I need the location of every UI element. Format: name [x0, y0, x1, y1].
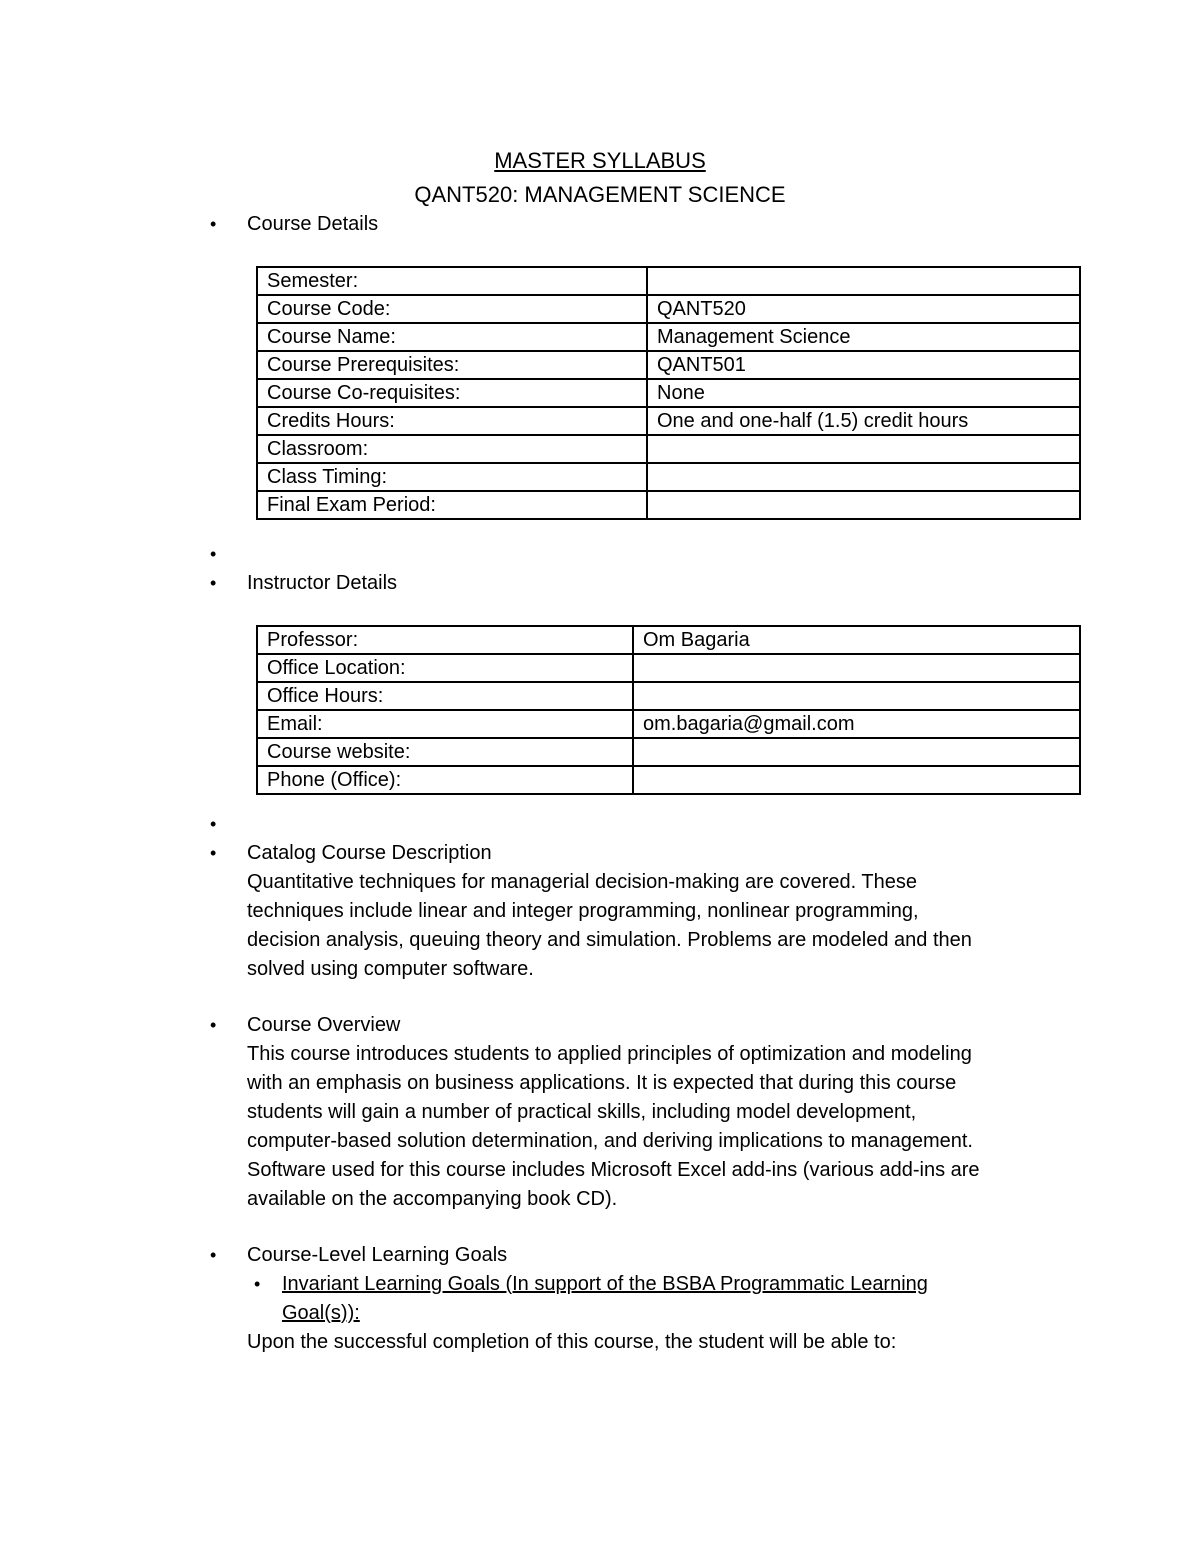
field-value [633, 654, 1080, 682]
overview-line: with an emphasis on business applications. It is expected that during this course [247, 1072, 957, 1094]
field-value: QANT501 [647, 351, 1080, 379]
instructor-detail-row [257, 766, 1080, 794]
bullet: • [210, 814, 217, 834]
field-label: Professor: [257, 626, 633, 654]
field-label: Course Co-requisites: [257, 379, 647, 407]
bullet: • [210, 573, 217, 593]
course-detail-row [257, 323, 1080, 351]
bullet: • [210, 1245, 217, 1265]
goals-heading: Course-Level Learning Goals [247, 1244, 508, 1266]
overview-heading: Course Overview [247, 1014, 401, 1036]
overview-line: available on the accompanying book CD). [247, 1188, 618, 1210]
sub-bullet: • [254, 1274, 261, 1294]
catalog-section [247, 839, 1057, 984]
field-label: Final Exam Period: [257, 491, 647, 519]
field-label: Office Hours: [257, 682, 633, 710]
field-value [633, 738, 1080, 766]
field-label: Course Code: [257, 295, 647, 323]
course-detail-row [257, 351, 1080, 379]
field-value: None [647, 379, 1080, 407]
overview-section [247, 1011, 1077, 1214]
instructor-detail-row [257, 710, 1080, 738]
course-detail-row [257, 435, 1080, 463]
document-title: MASTER SYLLABUS [494, 148, 706, 173]
field-label: Course Prerequisites: [257, 351, 647, 379]
field-value [633, 766, 1080, 794]
catalog-line: Quantitative techniques for managerial decision-making are covered. These [247, 871, 917, 893]
field-value [647, 463, 1080, 491]
invariant-goals-heading-cont: Goal(s)): [282, 1302, 360, 1324]
bullet: • [210, 1015, 217, 1035]
course-details-table [256, 266, 1081, 520]
course-detail-row [257, 267, 1080, 295]
instructor-details-heading: Instructor Details [247, 572, 398, 594]
instructor-detail-row [257, 626, 1080, 654]
field-value: One and one-half (1.5) credit hours [647, 407, 1080, 435]
field-label: Class Timing: [257, 463, 647, 491]
field-label: Phone (Office): [257, 766, 633, 794]
field-label: Course website: [257, 738, 633, 766]
overview-line: This course introduces students to applied principles of optimization and modeling [247, 1043, 972, 1065]
bullet: • [210, 843, 217, 863]
course-detail-row [257, 463, 1080, 491]
field-value: om.bagaria@gmail.com [633, 710, 1080, 738]
catalog-line: decision analysis, queuing theory and simulation. Problems are modeled and then [247, 929, 972, 951]
course-subtitle: QANT520: MANAGEMENT SCIENCE [414, 182, 786, 207]
field-value: QANT520 [647, 295, 1080, 323]
overview-line: Software used for this course includes Microsoft Excel add-ins (various add-ins are [247, 1159, 980, 1181]
field-label: Semester: [257, 267, 647, 295]
field-label: Office Location: [257, 654, 633, 682]
field-label: Course Name: [257, 323, 647, 351]
field-value: Management Science [647, 323, 1080, 351]
field-label: Email: [257, 710, 633, 738]
course-detail-row [257, 407, 1080, 435]
instructor-details-table [256, 625, 1081, 795]
instructor-detail-row [257, 682, 1080, 710]
overview-line: students will gain a number of practical skills, including model development, [247, 1101, 917, 1123]
field-value [647, 435, 1080, 463]
instructor-detail-row [257, 654, 1080, 682]
invariant-goals-heading: Invariant Learning Goals (In support of the BSBA Programmatic Learning [282, 1273, 928, 1295]
catalog-line: solved using computer software. [247, 958, 534, 980]
field-label: Classroom: [257, 435, 647, 463]
course-detail-row [257, 379, 1080, 407]
field-value [633, 682, 1080, 710]
bullet: • [210, 544, 217, 564]
catalog-heading: Catalog Course Description [247, 842, 492, 864]
course-detail-row [257, 295, 1080, 323]
goals-intro: Upon the successful completion of this course, the student will be able to: [247, 1331, 897, 1353]
overview-line: computer-based solution determination, and deriving implications to management. [247, 1130, 973, 1152]
field-value [647, 491, 1080, 519]
course-detail-row [257, 491, 1080, 519]
field-label: Credits Hours: [257, 407, 647, 435]
instructor-detail-row [257, 738, 1080, 766]
field-value: Om Bagaria [633, 626, 1080, 654]
field-value [647, 267, 1080, 295]
bullet: • [210, 214, 217, 234]
catalog-line: techniques include linear and integer programming, nonlinear programming, [247, 900, 919, 922]
course-details-heading: Course Details [247, 213, 379, 235]
